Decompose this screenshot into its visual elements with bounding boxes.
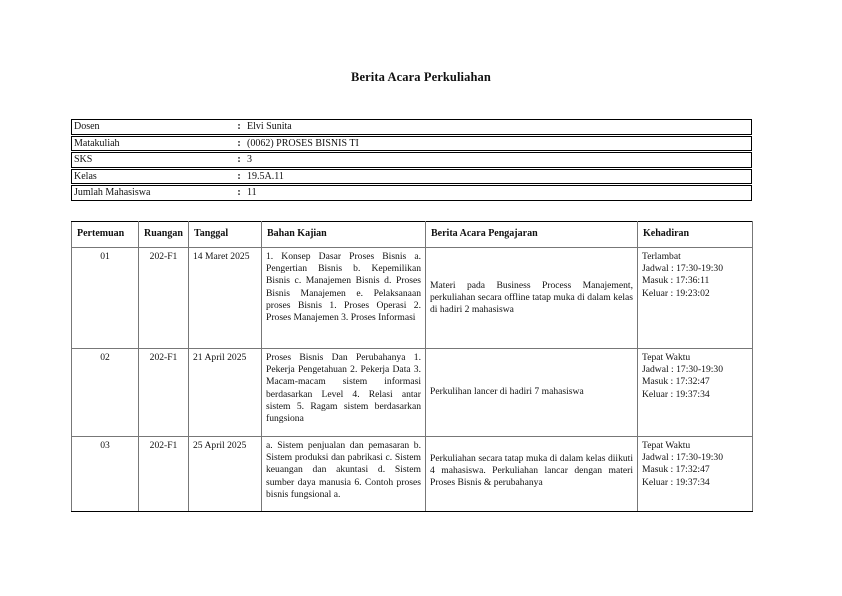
info-row-matakuliah <box>72 136 752 151</box>
cell-ruangan: 202-F1 <box>139 248 189 349</box>
cell-kehadiran <box>638 248 753 349</box>
attendance-status: Tepat Waktu <box>642 352 691 363</box>
attendance-keluar: Keluar : 19:37:34 <box>642 388 710 400</box>
info-colon: : <box>233 120 245 135</box>
attendance-status: Tepat Waktu <box>642 440 691 451</box>
page-title: Berita Acara Perkuliahan <box>351 70 491 84</box>
attendance-keluar: Keluar : 19:23:02 <box>642 287 710 299</box>
info-row-dosen <box>72 120 752 135</box>
cell-tanggal: 25 April 2025 <box>189 437 262 512</box>
attendance-status: Terlambat <box>642 251 681 262</box>
table-row <box>72 437 753 512</box>
attendance-jadwal: Jadwal : 17:30-19:30 <box>642 452 724 464</box>
cell-pertemuan: 01 <box>72 248 139 349</box>
cell-tanggal: 21 April 2025 <box>189 349 262 437</box>
info-colon: : <box>233 186 245 201</box>
info-value-kelas: 19.5A.11 <box>245 169 752 184</box>
header-bahan-kajian: Bahan Kajian <box>262 222 426 248</box>
course-info-table <box>71 119 752 201</box>
attendance-jadwal: Jadwal : 17:30-19:30 <box>642 263 724 275</box>
info-row-kelas <box>72 169 752 184</box>
info-label-matakuliah: Matakuliah <box>72 136 234 151</box>
cell-bahan-kajian: Proses Bisnis Dan Perubahanya 1. Pekerja Pengetahuan 2. Pekerja Data 3. Macam-macam sistem informasi berdasarkan Level 4. Relasi antar sistem 5. Ragam sistem berdasarkan fungsiona <box>262 349 426 437</box>
info-value-dosen: Elvi Sunita <box>245 120 752 135</box>
attendance-masuk: Masuk : 17:36:11 <box>642 275 710 287</box>
info-value-matakuliah: (0062) PROSES BISNIS TI <box>245 136 752 151</box>
cell-bahan-kajian: a. Sistem penjualan dan pemasaran b. Sistem produksi dan pabrikasi c. Sistem keuangan dan akuntasi d. Sistem sumber daya manusia 6. Contoh proses bisnis fungsional a. <box>262 437 426 512</box>
header-kehadiran: Kehadiran <box>638 222 753 248</box>
info-label-kelas: Kelas <box>72 169 234 184</box>
header-tanggal: Tanggal <box>189 222 262 248</box>
cell-tanggal: 14 Maret 2025 <box>189 248 262 349</box>
cell-pertemuan: 03 <box>72 437 139 512</box>
cell-berita-acara: Materi pada Business Process Manajement, perkuliahan secara offline tatap muka di dalam kelas di hadiri 2 mahasiswa <box>426 248 638 349</box>
cell-kehadiran <box>638 437 753 512</box>
cell-berita-acara: Perkulihan lancer di hadiri 7 mahasiswa <box>426 349 638 437</box>
info-colon: : <box>233 169 245 184</box>
cell-ruangan: 202-F1 <box>139 349 189 437</box>
cell-ruangan: 202-F1 <box>139 437 189 512</box>
header-berita-acara: Berita Acara Pengajaran <box>426 222 638 248</box>
info-value-sks: 3 <box>245 153 752 168</box>
header-pertemuan: Pertemuan <box>72 222 139 248</box>
table-row <box>72 248 753 349</box>
info-row-sks <box>72 153 752 168</box>
cell-bahan-kajian: 1. Konsep Dasar Proses Bisnis a. Pengertian Bisnis b. Kepemilikan Bisnis c. Manajemen Bisnis d. Proses Bisnis Manajemen e. Pelaksanaan proses Bisnis 1. Proses Operasi 2. Proses Manajemen 3. Proses Informasi <box>262 248 426 349</box>
info-label-dosen: Dosen <box>72 120 234 135</box>
info-value-jumlah-mahasiswa: 11 <box>245 186 752 201</box>
attendance-masuk: Masuk : 17:32:47 <box>642 376 710 388</box>
table-row <box>72 349 753 437</box>
attendance-jadwal: Jadwal : 17:30-19:30 <box>642 364 724 376</box>
cell-berita-acara: Perkuliahan secara tatap muka di dalam kelas diikuti 4 mahasiswa. Perkuliahan lancar dengan materi Proses Bisnis & perubahanya <box>426 437 638 512</box>
info-colon: : <box>233 136 245 151</box>
table-header-row <box>72 222 753 248</box>
info-colon: : <box>233 153 245 168</box>
cell-kehadiran <box>638 349 753 437</box>
info-row-jumlah-mahasiswa <box>72 186 752 201</box>
info-label-jumlah-mahasiswa: Jumlah Mahasiswa <box>72 186 234 201</box>
header-ruangan: Ruangan <box>139 222 189 248</box>
attendance-table <box>71 221 753 512</box>
attendance-masuk: Masuk : 17:32:47 <box>642 464 710 476</box>
cell-pertemuan: 02 <box>72 349 139 437</box>
attendance-keluar: Keluar : 19:37:34 <box>642 476 710 488</box>
info-label-sks: SKS <box>72 153 234 168</box>
